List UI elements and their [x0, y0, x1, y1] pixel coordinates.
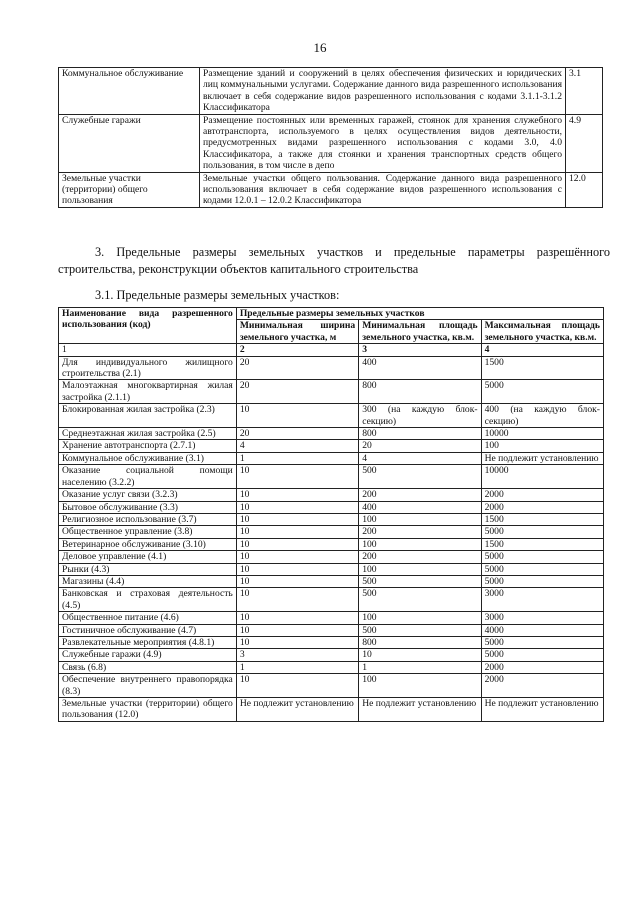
min-width-value: 10: [236, 575, 358, 587]
use-name: Религиозное использование (3.7): [59, 513, 237, 525]
max-area-value: 1500: [481, 513, 603, 525]
use-description: Земельные участки общего пользования. Содержание данного вида разрешенного использования включает в себя содержание видов разрешенного использования с кодами 12.0.1 – 12.0.2 Классификатора: [200, 172, 566, 207]
max-area-value: 5000: [481, 563, 603, 575]
use-name: Коммунальное обслуживание: [59, 68, 200, 115]
table-row: [59, 380, 604, 404]
use-name: Общественное управление (3.8): [59, 526, 237, 538]
table-row: [59, 698, 604, 722]
table-row: [59, 428, 604, 440]
use-name: Хранение автотранспорта (2.7.1): [59, 440, 237, 452]
table-row: [59, 526, 604, 538]
max-area-value: 2000: [481, 661, 603, 673]
permitted-use-table: [58, 67, 603, 208]
min-area-value: 500: [359, 465, 481, 489]
use-name: Служебные гаражи (4.9): [59, 649, 237, 661]
use-name: Развлекательные мероприятия (4.8.1): [59, 636, 237, 648]
table-row: [59, 563, 604, 575]
max-area-value: 5000: [481, 575, 603, 587]
table-row: [59, 465, 604, 489]
min-area-value: 500: [359, 624, 481, 636]
min-area-value: 200: [359, 551, 481, 563]
max-area-value: 400 (на каждую блок-секцию): [481, 404, 603, 428]
min-width-value: 10: [236, 489, 358, 501]
min-area-value: 300 (на каждую блок-секцию): [359, 404, 481, 428]
min-area-value: 20: [359, 440, 481, 452]
min-width-value: 1: [236, 661, 358, 673]
use-name: Оказание социальной помощи населению (3.2.2): [59, 465, 237, 489]
use-name: Блокированная жилая застройка (2.3): [59, 404, 237, 428]
min-width-value: 20: [236, 428, 358, 440]
table-row: [59, 114, 603, 172]
min-width-value: 10: [236, 588, 358, 612]
min-area-value: 100: [359, 538, 481, 550]
min-area-value: 100: [359, 563, 481, 575]
max-area-value: 1500: [481, 538, 603, 550]
table-row: [59, 575, 604, 587]
use-name: Деловое управление (4.1): [59, 551, 237, 563]
min-area-value: 500: [359, 588, 481, 612]
table-header-row: [59, 308, 604, 320]
min-width-value: 10: [236, 501, 358, 513]
use-name: Связь (6.8): [59, 661, 237, 673]
min-area-value: 400: [359, 501, 481, 513]
use-name: Рынки (4.3): [59, 563, 237, 575]
table-row: [59, 501, 604, 513]
column-index: 4: [481, 344, 603, 356]
table-row: [59, 674, 604, 698]
max-area-value: 4000: [481, 624, 603, 636]
use-name: Ветеринарное обслуживание (3.10): [59, 538, 237, 550]
table-row: [59, 356, 604, 380]
max-area-value: 10000: [481, 428, 603, 440]
max-area-value: 3000: [481, 612, 603, 624]
use-name: Оказание услуг связи (3.2.3): [59, 489, 237, 501]
use-name: Обеспечение внутреннего правопорядка (8.3): [59, 674, 237, 698]
min-area-value: 100: [359, 612, 481, 624]
table-row: [59, 489, 604, 501]
use-name: Общественное питание (4.6): [59, 612, 237, 624]
table-row: [59, 172, 603, 207]
max-area-value: 2000: [481, 501, 603, 513]
min-width-value: 10: [236, 563, 358, 575]
table-body: [59, 356, 604, 721]
min-width-value: 10: [236, 526, 358, 538]
header-min-area: Минимальная площадь земельного участка, кв.м.: [359, 320, 481, 344]
column-index-row: [59, 344, 604, 356]
min-area-value: 500: [359, 575, 481, 587]
max-area-value: Не подлежит установлению: [481, 698, 603, 722]
column-index: 1: [59, 344, 237, 356]
max-area-value: 5000: [481, 636, 603, 648]
min-width-value: Не подлежит установлению: [236, 698, 358, 722]
min-width-value: 3: [236, 649, 358, 661]
min-width-value: 10: [236, 465, 358, 489]
header-max-area: Максимальная площадь земельного участка, кв.м.: [481, 320, 603, 344]
min-area-value: 800: [359, 636, 481, 648]
table-row: [59, 440, 604, 452]
table-row: [59, 538, 604, 550]
max-area-value: Не подлежит установлению: [481, 452, 603, 464]
min-area-value: 800: [359, 380, 481, 404]
table-row: [59, 624, 604, 636]
use-name: Бытовое обслуживание (3.3): [59, 501, 237, 513]
min-width-value: 10: [236, 551, 358, 563]
use-name: Банковская и страховая деятельность (4.5): [59, 588, 237, 612]
section-3-1-heading: 3.1. Предельные размеры земельных участков:: [95, 288, 340, 302]
min-width-value: 10: [236, 674, 358, 698]
max-area-value: 100: [481, 440, 603, 452]
table-row: [59, 612, 604, 624]
max-area-value: 5000: [481, 551, 603, 563]
land-size-limits-table: [58, 307, 604, 722]
min-area-value: 1: [359, 661, 481, 673]
table-row: [59, 551, 604, 563]
min-area-value: 100: [359, 674, 481, 698]
table-row: [59, 636, 604, 648]
min-width-value: 10: [236, 538, 358, 550]
max-area-value: 5000: [481, 526, 603, 538]
use-code: 12.0: [566, 172, 603, 207]
use-description: Размещение постоянных или временных гаражей, стоянок для хранения служебного автотранспорта, используемого в целях осуществления видов деятельности, предусмотренных видами разрешенного использования с кодами 3.0, 4.0 Классификатора, а также для стоянки и хранения транспортных средств общего пользования, в том числе в депо: [200, 114, 566, 172]
use-code: 4.9: [566, 114, 603, 172]
use-code: 3.1: [566, 68, 603, 115]
use-name: Служебные гаражи: [59, 114, 200, 172]
header-use-name: Наименование вида разрешенного использования (код): [59, 308, 237, 344]
column-index: 2: [236, 344, 358, 356]
max-area-value: 2000: [481, 489, 603, 501]
use-name: Коммунальное обслуживание (3.1): [59, 452, 237, 464]
section-3-heading: 3. Предельные размеры земельных участков и предельные параметры разрешённого строительства, реконструкции объектов капитального строительства: [58, 245, 610, 276]
min-area-value: 4: [359, 452, 481, 464]
column-index: 3: [359, 344, 481, 356]
min-area-value: 800: [359, 428, 481, 440]
use-name: Для индивидуального жилищного строительства (2.1): [59, 356, 237, 380]
table-row: [59, 649, 604, 661]
min-width-value: 10: [236, 624, 358, 636]
use-name: Земельные участки (территории) общего пользования (12.0): [59, 698, 237, 722]
min-width-value: 10: [236, 513, 358, 525]
max-area-value: 10000: [481, 465, 603, 489]
use-name: Магазины (4.4): [59, 575, 237, 587]
max-area-value: 5000: [481, 380, 603, 404]
min-width-value: 20: [236, 380, 358, 404]
table-row: [59, 452, 604, 464]
min-area-value: 400: [359, 356, 481, 380]
table-row: [59, 588, 604, 612]
min-width-value: 10: [236, 404, 358, 428]
min-width-value: 1: [236, 452, 358, 464]
max-area-value: 2000: [481, 674, 603, 698]
table-row: [59, 661, 604, 673]
min-area-value: Не подлежит установлению: [359, 698, 481, 722]
max-area-value: 3000: [481, 588, 603, 612]
use-description: Размещение зданий и сооружений в целях обеспечения физических и юридических лиц коммунальными услугами. Содержание данного вида разрешенного использования включает в себя содержание видов разрешенного использования с кодами 3.1.1-3.1.2 Классификатора: [200, 68, 566, 115]
table-row: [59, 68, 603, 115]
max-area-value: 1500: [481, 356, 603, 380]
min-area-value: 200: [359, 489, 481, 501]
header-min-width: Минимальная ширина земельного участка, м: [236, 320, 358, 344]
min-area-value: 200: [359, 526, 481, 538]
header-size-limits: Предельные размеры земельных участков: [236, 308, 603, 320]
min-width-value: 20: [236, 356, 358, 380]
table-row: [59, 404, 604, 428]
table-row: [59, 513, 604, 525]
use-name: Среднеэтажная жилая застройка (2.5): [59, 428, 237, 440]
min-width-value: 4: [236, 440, 358, 452]
min-area-value: 100: [359, 513, 481, 525]
use-name: Гостиничное обслуживание (4.7): [59, 624, 237, 636]
max-area-value: 5000: [481, 649, 603, 661]
page-number: 16: [313, 40, 327, 55]
min-width-value: 10: [236, 636, 358, 648]
use-name: Малоэтажная многоквартирная жилая застройка (2.1.1): [59, 380, 237, 404]
min-area-value: 10: [359, 649, 481, 661]
min-width-value: 10: [236, 612, 358, 624]
use-name: Земельные участки (территории) общего пользования: [59, 172, 200, 207]
